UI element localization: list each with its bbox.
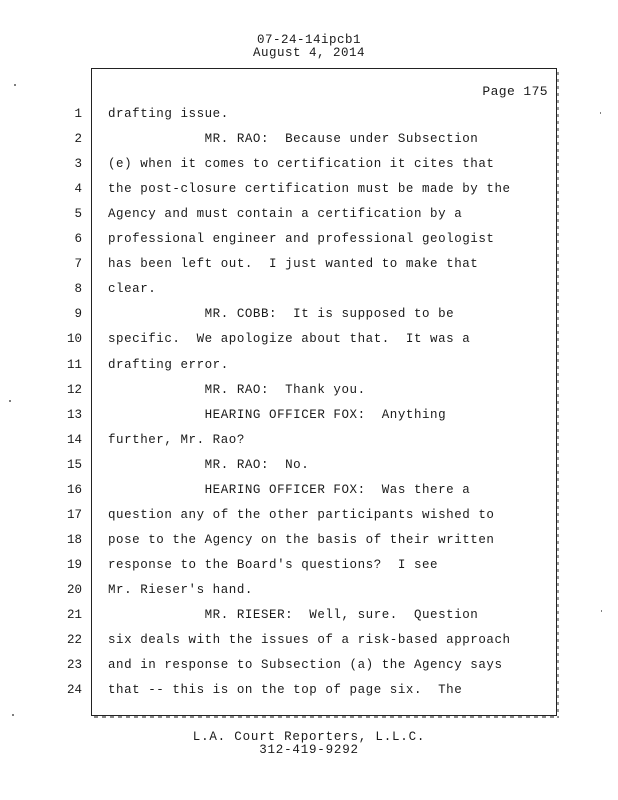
transcript-line-text: clear.: [108, 282, 157, 296]
line-number: 21: [66, 608, 82, 622]
scan-speck: [14, 84, 16, 86]
scan-speck: [600, 112, 601, 114]
document-header-id: 07-24-14ipcb1: [256, 33, 362, 47]
transcript-line-text: question any of the other participants wished to: [108, 508, 495, 522]
line-number: 13: [66, 408, 82, 422]
line-number: 15: [66, 458, 82, 472]
scan-speck: [12, 714, 14, 716]
line-number: 11: [66, 358, 82, 372]
transcript-line-text: Agency and must contain a certification by a: [108, 207, 463, 221]
transcript-line-text: further, Mr. Rao?: [108, 433, 245, 447]
line-number: 6: [74, 232, 82, 246]
line-number: 7: [74, 257, 82, 271]
line-number: 19: [66, 558, 82, 572]
transcript-line-text: that -- this is on the top of page six. The: [108, 683, 463, 697]
transcript-line-text: HEARING OFFICER FOX: Was there a: [108, 483, 471, 497]
line-number: 14: [66, 433, 82, 447]
frame-shadow-bottom: [94, 716, 559, 718]
line-number: 16: [66, 483, 82, 497]
footer-reporter-name: L.A. Court Reporters, L.L.C.: [192, 730, 426, 744]
line-number: 10: [66, 332, 82, 346]
line-number: 20: [66, 583, 82, 597]
line-number: 9: [74, 307, 82, 321]
line-number: 23: [66, 658, 82, 672]
transcript-line-text: MR. RAO: Because under Subsection: [108, 132, 479, 146]
page-number: Page 175: [482, 84, 548, 99]
transcript-line-text: (e) when it comes to certification it cites that: [108, 157, 495, 171]
line-number: 12: [66, 383, 82, 397]
transcript-line-text: Mr. Rieser's hand.: [108, 583, 253, 597]
line-number: 5: [74, 207, 82, 221]
transcript-line-text: specific. We apologize about that. It was a: [108, 332, 471, 346]
line-number: 24: [66, 683, 82, 697]
transcript-line-text: drafting error.: [108, 358, 229, 372]
line-number: 4: [74, 182, 82, 196]
line-number: 3: [74, 157, 82, 171]
transcript-line-text: and in response to Subsection (a) the Agency says: [108, 658, 503, 672]
footer-phone: 312-419-9292: [259, 743, 359, 757]
line-number: 17: [66, 508, 82, 522]
transcript-line-text: pose to the Agency on the basis of their written: [108, 533, 495, 547]
transcript-line-text: professional engineer and professional geologist: [108, 232, 495, 246]
document-header-date: August 4, 2014: [252, 46, 366, 60]
transcript-line-text: has been left out. I just wanted to make that: [108, 257, 479, 271]
line-number: 22: [66, 633, 82, 647]
line-number: 18: [66, 533, 82, 547]
transcript-line-text: MR. RIESER: Well, sure. Question: [108, 608, 479, 622]
line-number: 8: [74, 282, 82, 296]
line-number: 2: [74, 132, 82, 146]
transcript-line-text: drafting issue.: [108, 107, 229, 121]
transcript-line-text: response to the Board's questions? I see: [108, 558, 439, 572]
scan-speck: [9, 400, 11, 402]
transcript-line-text: the post-closure certification must be made by the: [108, 182, 511, 196]
transcript-line-text: MR. COBB: It is supposed to be: [108, 307, 455, 321]
line-number: 1: [74, 107, 82, 121]
transcript-line-text: six deals with the issues of a risk-based approach: [108, 633, 511, 647]
scan-speck: [601, 610, 602, 612]
transcript-line-text: MR. RAO: Thank you.: [108, 383, 366, 397]
transcript-line-text: HEARING OFFICER FOX: Anything: [108, 408, 447, 422]
transcript-line-text: MR. RAO: No.: [108, 458, 310, 472]
frame-shadow-right: [557, 72, 559, 718]
